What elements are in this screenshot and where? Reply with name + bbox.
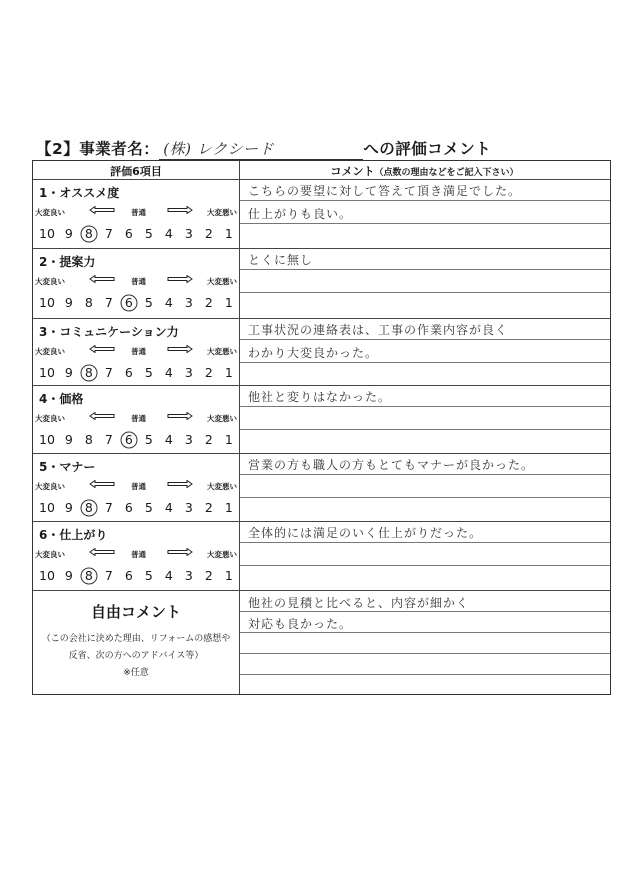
- comment-line[interactable]: [240, 633, 610, 654]
- scale-bad-label: 大変悪い: [207, 414, 237, 423]
- score-option[interactable]: 10: [39, 432, 55, 447]
- free-comment-title: 自由コメント: [90, 603, 181, 621]
- criteria-label: 4・価格: [39, 392, 84, 406]
- score-option[interactable]: 1: [224, 226, 233, 241]
- scale-bad-label: 大変悪い: [207, 347, 237, 356]
- score-option[interactable]: 1: [224, 500, 233, 515]
- score-option[interactable]: 6: [124, 365, 133, 380]
- score-option[interactable]: 5: [144, 568, 153, 583]
- score-options: [39, 432, 235, 447]
- comment-line[interactable]: [240, 341, 610, 363]
- score-option[interactable]: 8: [83, 226, 95, 241]
- handwritten-comment: とくに無し: [248, 253, 314, 267]
- evaluation-row: [33, 521, 610, 591]
- score-option[interactable]: 3: [184, 295, 193, 310]
- scale-neutral-label: 普通: [131, 550, 146, 559]
- comment-line[interactable]: [240, 248, 610, 270]
- comment-line[interactable]: [240, 364, 610, 386]
- rating-scale-legend: [35, 481, 237, 493]
- score-option[interactable]: 8: [83, 568, 95, 583]
- rating-scale-legend: [35, 346, 237, 358]
- score-option[interactable]: 6: [123, 295, 135, 310]
- scale-bad-label: 大変悪い: [207, 482, 237, 491]
- criteria-label: 6・仕上がり: [39, 528, 108, 542]
- arrow-right-icon: [167, 206, 193, 214]
- score-option[interactable]: 4: [164, 568, 173, 583]
- criteria-label: 3・コミュニケーション力: [39, 325, 179, 339]
- score-option[interactable]: 1: [224, 432, 233, 447]
- comment-line[interactable]: [240, 654, 610, 675]
- score-option[interactable]: 4: [164, 365, 173, 380]
- scale-neutral-label: 普通: [131, 482, 146, 491]
- scale-good-label: 大変良い: [35, 482, 65, 491]
- score-option[interactable]: 3: [184, 568, 193, 583]
- score-option[interactable]: 3: [184, 432, 193, 447]
- free-comment-section: [33, 591, 610, 694]
- score-option[interactable]: 10: [39, 226, 55, 241]
- handwritten-comment: 対応も良かった。: [248, 617, 353, 631]
- score-option[interactable]: 9: [64, 226, 73, 241]
- header-comment-label: コメント: [330, 165, 375, 178]
- scale-good-label: 大変良い: [35, 208, 65, 217]
- score-option[interactable]: 7: [104, 365, 113, 380]
- score-option[interactable]: 8: [83, 365, 95, 380]
- arrow-right-icon: [167, 480, 193, 488]
- score-option[interactable]: 6: [123, 432, 135, 447]
- score-option[interactable]: 4: [164, 432, 173, 447]
- rating-scale-legend: [35, 276, 237, 288]
- score-option[interactable]: 9: [64, 365, 73, 380]
- comment-line[interactable]: [240, 408, 610, 430]
- score-option[interactable]: 10: [39, 500, 55, 515]
- score-option[interactable]: 8: [84, 432, 93, 447]
- arrow-left-icon: [89, 480, 115, 488]
- evaluation-row: [33, 248, 610, 319]
- score-options: [39, 295, 235, 310]
- form-title: [36, 137, 491, 160]
- comment-line[interactable]: [240, 318, 610, 340]
- handwritten-comment: こちらの要望に対して答えて頂き満足でした。: [248, 184, 522, 198]
- score-option[interactable]: 5: [144, 226, 153, 241]
- comment-area: [240, 385, 610, 453]
- score-option[interactable]: 5: [144, 500, 153, 515]
- rating-scale-legend: [35, 207, 237, 219]
- comment-line[interactable]: [240, 202, 610, 224]
- criteria-label: 1・オススメ度: [39, 186, 120, 200]
- score-option[interactable]: 4: [164, 500, 173, 515]
- comment-line[interactable]: [240, 453, 610, 475]
- comment-line[interactable]: [240, 521, 610, 543]
- score-option[interactable]: 2: [204, 432, 213, 447]
- scale-good-label: 大変良い: [35, 277, 65, 286]
- arrow-left-icon: [89, 548, 115, 556]
- handwritten-comment: 工事状況の連絡表は、工事の作業内容が良く: [248, 323, 509, 337]
- comment-line[interactable]: [240, 179, 610, 201]
- free-comment-desc-1: （この会社に決めた理由、リフォームの感想や: [41, 634, 231, 644]
- score-option[interactable]: 7: [104, 432, 113, 447]
- comment-line[interactable]: [240, 612, 610, 633]
- header-criteria: 評価6項目: [110, 165, 162, 178]
- scale-neutral-label: 普通: [131, 208, 146, 217]
- score-option[interactable]: 1: [224, 568, 233, 583]
- free-comment-optional: ※任意: [123, 668, 149, 678]
- score-option[interactable]: 9: [64, 295, 73, 310]
- scale-bad-label: 大変悪い: [207, 550, 237, 559]
- evaluation-table: [32, 160, 611, 695]
- score-option[interactable]: 1: [224, 295, 233, 310]
- table-header: [33, 161, 610, 180]
- score-option[interactable]: 9: [64, 568, 73, 583]
- score-option[interactable]: 8: [83, 500, 95, 515]
- handwritten-comment: 全体的には満足のいく仕上がりだった。: [248, 526, 483, 540]
- comment-area: [240, 318, 610, 385]
- free-comment-desc-2: 反省、次の方へのアドバイス等）: [68, 651, 204, 661]
- header-comment: [239, 163, 610, 179]
- comment-area: [240, 521, 610, 590]
- scale-neutral-label: 普通: [131, 277, 146, 286]
- score-option[interactable]: 7: [104, 500, 113, 515]
- score-option[interactable]: 5: [144, 432, 153, 447]
- comment-line[interactable]: [240, 476, 610, 498]
- score-option[interactable]: 8: [84, 295, 93, 310]
- handwritten-comment: わかり大変良かった。: [248, 346, 379, 360]
- score-option[interactable]: 2: [204, 226, 213, 241]
- header-comment-note: （点数の理由などをご記入下さい）: [374, 168, 519, 178]
- arrow-right-icon: [167, 275, 193, 283]
- arrow-left-icon: [89, 275, 115, 283]
- comment-line[interactable]: [240, 271, 610, 293]
- score-option[interactable]: 3: [184, 500, 193, 515]
- arrow-right-icon: [167, 412, 193, 420]
- handwritten-comment: 他社の見積と比べると、内容が細かく: [248, 596, 470, 610]
- comment-area: [240, 248, 610, 318]
- handwritten-comment: 他社と変りはなかった。: [248, 390, 392, 404]
- score-option[interactable]: 6: [124, 500, 133, 515]
- score-option[interactable]: 10: [39, 568, 55, 583]
- score-option[interactable]: 6: [124, 568, 133, 583]
- comment-line[interactable]: [240, 675, 610, 696]
- company-name-field[interactable]: (株) レクシード: [159, 138, 363, 160]
- evaluation-row: [33, 385, 610, 454]
- scale-good-label: 大変良い: [35, 550, 65, 559]
- score-option[interactable]: 7: [104, 568, 113, 583]
- comment-line[interactable]: [240, 544, 610, 566]
- comment-line[interactable]: [240, 385, 610, 407]
- score-option[interactable]: 1: [224, 365, 233, 380]
- score-option[interactable]: 3: [184, 365, 193, 380]
- arrow-right-icon: [167, 345, 193, 353]
- score-options: [39, 568, 235, 583]
- handwritten-comment: 仕上がりも良い。: [248, 207, 353, 221]
- comment-area: [240, 591, 610, 694]
- comment-area: [240, 453, 610, 521]
- score-option[interactable]: 5: [144, 365, 153, 380]
- comment-line[interactable]: [240, 591, 610, 612]
- scale-bad-label: 大変悪い: [207, 277, 237, 286]
- score-option[interactable]: 2: [204, 500, 213, 515]
- arrow-left-icon: [89, 412, 115, 420]
- score-options: [39, 500, 235, 515]
- score-option[interactable]: 10: [39, 295, 55, 310]
- scale-neutral-label: 普通: [131, 347, 146, 356]
- score-option[interactable]: 9: [64, 432, 73, 447]
- comment-line[interactable]: [240, 567, 610, 589]
- comment-line[interactable]: [240, 294, 610, 316]
- comment-line[interactable]: [240, 431, 610, 453]
- score-option[interactable]: 3: [184, 226, 193, 241]
- scale-neutral-label: 普通: [131, 414, 146, 423]
- comment-area: [240, 179, 610, 248]
- rating-scale-legend: [35, 549, 237, 561]
- scale-bad-label: 大変悪い: [207, 208, 237, 217]
- scale-good-label: 大変良い: [35, 347, 65, 356]
- score-option[interactable]: 7: [104, 226, 113, 241]
- rating-scale-legend: [35, 413, 237, 425]
- score-options: [39, 365, 235, 380]
- score-option[interactable]: 9: [64, 500, 73, 515]
- score-option[interactable]: 5: [144, 295, 153, 310]
- title-suffix: への評価コメント: [363, 140, 492, 158]
- comment-line[interactable]: [240, 225, 610, 247]
- arrow-left-icon: [89, 345, 115, 353]
- evaluation-row: [33, 179, 610, 249]
- score-options: [39, 226, 235, 241]
- arrow-right-icon: [167, 548, 193, 556]
- handwritten-comment: 営業の方も職人の方もとてもマナーが良かった。: [248, 458, 535, 472]
- score-option[interactable]: 2: [204, 365, 213, 380]
- score-option[interactable]: 7: [104, 295, 113, 310]
- score-option[interactable]: 6: [124, 226, 133, 241]
- free-comment-description: [33, 631, 239, 682]
- title-prefix: 【2】事業者名：: [36, 140, 160, 158]
- comment-line[interactable]: [240, 499, 610, 521]
- arrow-left-icon: [89, 206, 115, 214]
- criteria-label: 2・提案力: [39, 255, 96, 269]
- score-option[interactable]: 4: [164, 226, 173, 241]
- evaluation-row: [33, 453, 610, 522]
- score-option[interactable]: 2: [204, 568, 213, 583]
- score-option[interactable]: 4: [164, 295, 173, 310]
- score-option[interactable]: 2: [204, 295, 213, 310]
- criteria-label: 5・マナー: [39, 460, 96, 474]
- score-option[interactable]: 10: [39, 365, 55, 380]
- scale-good-label: 大変良い: [35, 414, 65, 423]
- evaluation-row: [33, 318, 610, 386]
